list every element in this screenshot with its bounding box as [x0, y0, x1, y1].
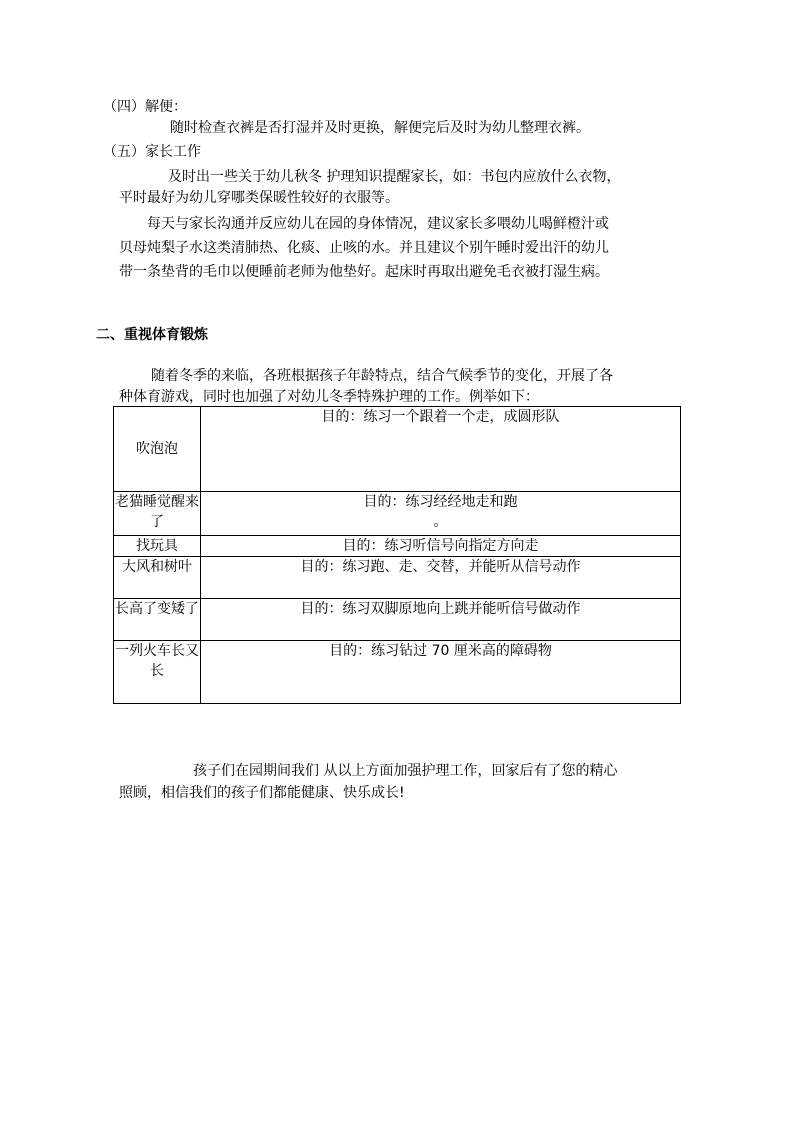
game-purpose: 目的：练习双脚原地向上跳并能听信号做动作	[201, 599, 681, 641]
table-row	[114, 407, 681, 492]
table-row	[114, 557, 681, 599]
table-row	[114, 492, 681, 536]
game-name: 吹泡泡	[114, 407, 201, 492]
table-row	[114, 599, 681, 641]
game-purpose: 目的：练习听信号向指定方向走	[201, 536, 681, 557]
section-5-paragraph-2-line-2: 贝母炖梨子水这类清肺热、化痰、止咳的水。并且建议个别午睡时爱出汗的幼儿	[119, 240, 609, 256]
table-row	[114, 536, 681, 557]
game-purpose-extra: 。	[433, 514, 448, 530]
game-name: 一列火车长又长	[114, 641, 201, 704]
closing-line-1: 孩子们在园期间我们 从以上方面加强护理工作，回家后有了您的精心	[193, 763, 618, 779]
table-row	[114, 641, 681, 704]
game-name: 长高了变矮了	[114, 599, 201, 641]
closing-line-2: 照顾，相信我们的孩子们都能健康、快乐成长!	[119, 785, 405, 801]
section-5-paragraph-2-line-1: 每天与家长沟通并反应幼儿在园的身体情况，建议家长多喂幼儿喝鲜橙汁或	[147, 216, 609, 232]
section-5-paragraph-2-line-3: 带一条垫背的毛巾以便睡前老师为他垫好。起床时再取出避免毛衣被打湿生病。	[119, 264, 609, 280]
part-2-intro-line-1: 随着冬季的来临，各班根据孩子年龄特点，结合气候季节的变化，开展了各	[151, 368, 613, 384]
game-purpose: 目的：练习经经地走和跑	[363, 494, 518, 510]
game-name: 大风和树叶	[114, 557, 201, 599]
section-5-heading: （五）家长工作	[103, 144, 201, 160]
games-table	[113, 406, 681, 704]
part-2-intro-line-2: 种体育游戏，同时也加强了对幼儿冬季特殊护理的工作。例举如下：	[119, 389, 539, 405]
game-purpose: 目的：练习跑、走、交替，并能听从信号动作	[201, 557, 681, 599]
section-4-heading: （四）解便：	[103, 99, 187, 115]
game-purpose-cell	[201, 492, 681, 536]
section-5-paragraph-1-line-2: 平时最好为幼儿穿哪类保暖性较好的衣服等。	[119, 190, 399, 206]
section-4-body: 随时检查衣裤是否打湿并及时更换，解便完后及时为幼儿整理衣裤。	[170, 120, 590, 136]
game-purpose: 目的：练习钻过 70 厘米高的障碍物	[201, 641, 681, 704]
game-name: 老猫睡觉醒来了	[114, 492, 201, 536]
game-purpose: 目的：练习一个跟着一个走，成圆形队	[201, 407, 681, 492]
part-2-heading: 二、重视体育锻炼	[96, 327, 208, 343]
game-name: 找玩具	[114, 536, 201, 557]
section-5-paragraph-1-line-1: 及时出一些关于幼儿秋冬 护理知识提醒家长，如：书包内应放什么衣物，	[168, 169, 621, 185]
